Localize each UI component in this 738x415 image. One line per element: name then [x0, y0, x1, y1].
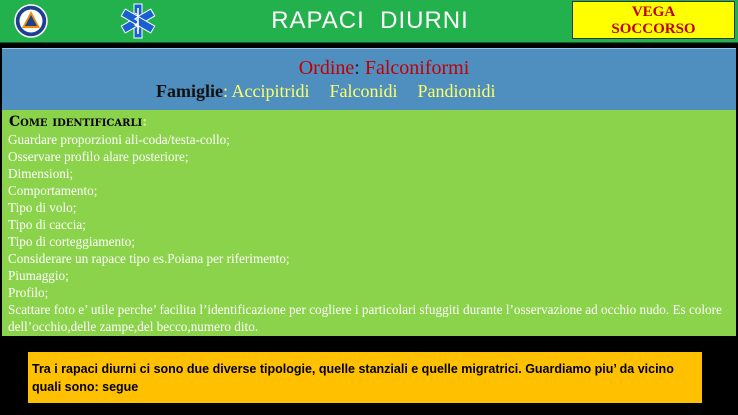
list-item: Scattare foto e’ utile perche’ facilita l’identificazione per cogliere i particolari sfuggiti durante l’osservazione ad occhio nudo. Es colore dell’occhio,delle zampe,del becco,numero dito. [8, 302, 722, 334]
famiglia-accipitridi: Accipitridi [231, 81, 310, 101]
identification-list [8, 131, 723, 335]
list-item: Considerare un rapace tipo es.Poiana per riferimento; [8, 251, 290, 266]
list-item: Piumaggio; [8, 268, 69, 283]
famiglie-line [156, 81, 516, 102]
list-item: Comportamento; [8, 183, 98, 198]
list-item: Tipo di corteggiamento; [8, 234, 135, 249]
ordine-line [2, 57, 738, 80]
section-heading [9, 114, 147, 130]
ordine-separator: : [354, 57, 365, 79]
list-item: Profilo; [8, 285, 49, 300]
brand-label [572, 1, 735, 39]
identification-panel [2, 110, 736, 336]
list-item: Dimensioni; [8, 166, 74, 181]
star-of-life-icon [115, 3, 161, 39]
list-item: Osservare profilo alare posteriore; [8, 149, 189, 164]
famiglie-label: Famiglie [156, 81, 223, 101]
section-heading-colon: : [142, 114, 148, 130]
famiglia-falconidi: Falconidi [329, 81, 398, 101]
taxonomy-banner [2, 48, 736, 110]
famiglie-separator: : [222, 81, 232, 101]
brand-line-1: VEGA [631, 4, 676, 20]
footer-note: Tra i rapaci diurni ci sono due diverse tipologie, quelle stanziali e quelle migratrici. Guardiamo piu’ da vicino quali sono: segue [28, 352, 702, 403]
header-bar [0, 0, 738, 43]
list-item: Tipo di caccia; [8, 217, 86, 232]
list-item: Guardare proporzioni ali-coda/testa-collo; [8, 132, 230, 147]
list-item: Tipo di volo; [8, 200, 77, 215]
section-heading-text: Come identificarli [9, 114, 143, 130]
famiglia-pandionidi: Pandionidi [417, 81, 496, 101]
brand-line-2: SOCCORSO [611, 21, 696, 37]
ordine-label: Ordine [298, 57, 355, 79]
ordine-value: Falconiformi [364, 57, 470, 79]
civil-protection-logo-icon [4, 3, 58, 39]
page-title: RAPACI DIURNI [271, 7, 469, 34]
